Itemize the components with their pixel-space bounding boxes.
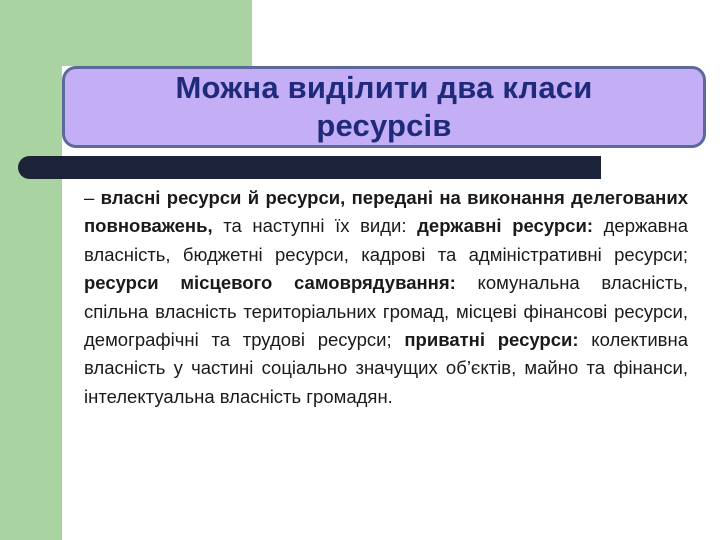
title-line-1: Можна виділити два класи: [175, 70, 593, 105]
title-line-2: ресурсів: [316, 108, 452, 143]
title-box: [62, 66, 706, 148]
dash: –: [84, 187, 95, 208]
own-resources-text: власні ресурси й ресурси, передані на виконання делегованих повноважень,: [84, 187, 689, 237]
private-resources-items: колективна власність у частині соціально значущих об’єктів, майно та фінанси, інтелектуальна власність громадян.: [84, 329, 688, 407]
body-paragraph: [84, 184, 688, 411]
slide-title: [175, 69, 592, 145]
private-resources-label: приватні ресурси:: [404, 329, 579, 351]
intro-types-text: та наступні їх види:: [212, 215, 418, 237]
left-green-strip: [0, 0, 62, 540]
local-resources-label: ресурси місцевого самоврядування:: [84, 272, 456, 294]
top-green-block: [0, 0, 252, 66]
divider-bar: [18, 156, 601, 179]
state-resources-items: державна власність, бюджетні ресурси, кадрові та адміністративні ресурси;: [84, 215, 688, 265]
state-resources-label: державні ресурси:: [417, 215, 593, 237]
local-resources-items: комунальна власність, спільна власність територіальних громад, місцеві фінансові ресурси, демографічні та трудові ресурси;: [84, 272, 689, 351]
